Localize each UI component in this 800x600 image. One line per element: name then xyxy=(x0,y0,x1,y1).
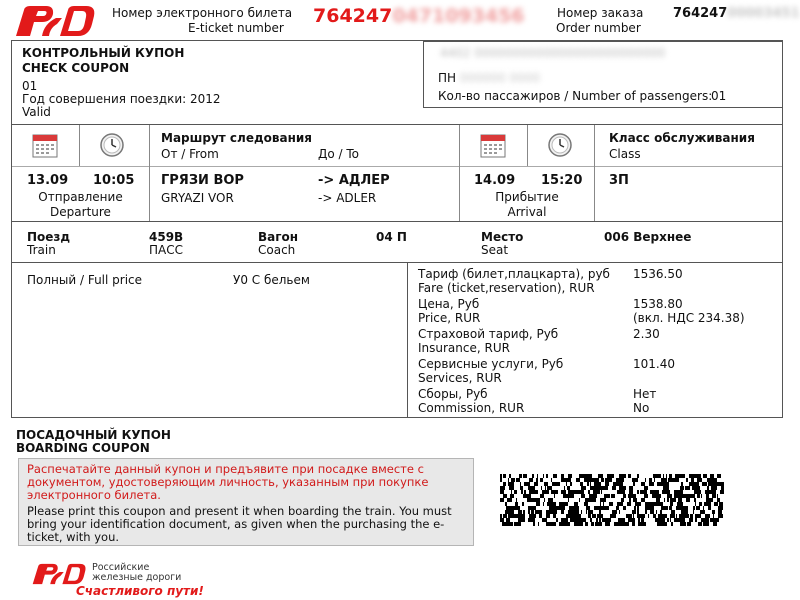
price-type: Полный / Full price xyxy=(27,273,143,287)
arrival-time: 15:20 xyxy=(541,173,583,188)
fare-row xyxy=(418,267,778,297)
fare-row-label-ru: Страховой тариф, Руб xyxy=(418,327,559,341)
order-number: 76424700003451 xyxy=(673,6,800,21)
boarding-notice-ru: Распечатайте данный купон и предъявите при посадке вместе с документом, удостоверяющим личность, указанным при покупке электронного билета. xyxy=(27,462,429,502)
departure-time: 10:05 xyxy=(93,173,135,188)
coach-number: 04 П xyxy=(376,230,407,244)
rzd-logo-footer xyxy=(30,562,88,586)
fare-row xyxy=(418,387,778,417)
fare-row-label-ru: Тариф (билет,плацкарта), руб xyxy=(418,267,610,281)
divider xyxy=(149,125,150,221)
fare-row-value: 101.40 xyxy=(633,357,675,371)
fare-row-value: Нет xyxy=(633,387,657,401)
arrival-label-ru: Прибытие xyxy=(495,190,559,204)
route-bottom-divider xyxy=(12,221,782,222)
fare-row-label-en: Fare (ticket,reservation), RUR xyxy=(418,281,595,295)
passenger-document: ПН 000000 0000 xyxy=(438,71,541,85)
train-label-ru: Поезд xyxy=(27,230,71,244)
fare-divider xyxy=(407,262,408,418)
boarding-title-ru: ПОСАДОЧНЫЙ КУПОН xyxy=(16,428,171,442)
seat-label-ru: Место xyxy=(481,230,524,244)
clock-icon xyxy=(547,132,573,158)
fare-row-value: 1536.50 xyxy=(633,267,683,281)
eticket-label-ru: Номер электронного билета xyxy=(112,6,293,20)
coupon-number: 01 xyxy=(22,79,38,93)
from-label: От / From xyxy=(161,147,219,161)
train-label-en: Train xyxy=(27,243,56,257)
passengers-count-label: Кол-во пассажиров / Number of passengers: xyxy=(438,89,713,103)
seat-number: 006 Верхнее xyxy=(604,230,692,244)
barcode xyxy=(500,474,722,526)
passenger-name-redacted: 4402 0000000000000000000000000 xyxy=(440,46,666,60)
check-coupon-title-en: CHECK COUPON xyxy=(22,61,130,75)
trip-year: Год совершения поездки: 2012 xyxy=(22,92,221,106)
from-station-en: GRYAZI VOR xyxy=(161,191,234,205)
fare-row-label-ru: Сборы, Руб xyxy=(418,387,488,401)
fare-row-label-en: Insurance, RUR xyxy=(418,341,510,355)
fare-row-note: No xyxy=(633,401,650,415)
fare-row xyxy=(418,327,778,357)
route-mid-divider xyxy=(12,166,782,167)
arrival-date: 14.09 xyxy=(474,173,516,188)
fare-row-label-en: Services, RUR xyxy=(418,371,502,385)
order-number-redacted: 00003451 xyxy=(727,6,800,21)
order-label-en: Order number xyxy=(556,21,641,35)
fare-top-divider xyxy=(12,262,782,263)
boarding-title-en: BOARDING COUPON xyxy=(16,441,150,455)
fare-row-label-en: Commission, RUR xyxy=(418,401,525,415)
arrival-label-en: Arrival xyxy=(507,205,547,219)
footer-company-line1: Российские xyxy=(92,562,150,573)
eticket-number-redacted: 0471093456 xyxy=(392,5,525,27)
calendar-icon xyxy=(32,132,58,158)
divider xyxy=(594,125,595,221)
fare-row-value: 1538.80 xyxy=(633,297,683,311)
fare-row-label-ru: Цена, Руб xyxy=(418,297,480,311)
class-header-en: Class xyxy=(609,147,641,161)
boarding-notice-en: Please print this coupon and present it when boarding the train. You must bring your identification document, as given when the purchasing the e-ticket, with you. xyxy=(27,504,452,544)
fare-row-note: (вкл. НДС 234.38) xyxy=(633,311,745,325)
fare-row xyxy=(418,357,778,387)
route-top-divider xyxy=(12,124,782,125)
departure-label-en: Departure xyxy=(50,205,111,219)
passengers-count-value: 01 xyxy=(711,89,727,103)
order-label-ru: Номер заказа xyxy=(557,6,644,20)
coach-label-en: Coach xyxy=(258,243,296,257)
departure-date: 13.09 xyxy=(27,173,69,188)
eticket-number: 7642470471093456 xyxy=(313,5,525,27)
eticket-label-en: E-ticket number xyxy=(188,21,284,35)
coach-label-ru: Вагон xyxy=(258,230,299,244)
to-station-en: -> ADLER xyxy=(318,191,377,205)
footer-company-line2: железные дороги xyxy=(92,572,182,583)
check-coupon-title-ru: КОНТРОЛЬНЫЙ КУПОН xyxy=(22,46,185,60)
fare-row xyxy=(418,297,778,327)
fare-row-label-en: Price, RUR xyxy=(418,311,481,325)
footer-slogan: Счастливого пути! xyxy=(76,584,204,598)
fare-table xyxy=(418,267,778,417)
fare-row-label-ru: Сервисные услуги, Руб xyxy=(418,357,564,371)
boarding-notice xyxy=(18,458,474,546)
train-number: 459В xyxy=(149,230,184,244)
rzd-logo xyxy=(12,4,98,38)
seat-label-en: Seat xyxy=(481,243,509,257)
departure-label-ru: Отправление xyxy=(38,190,123,204)
train-type: ПАСС xyxy=(149,243,183,257)
document-number-redacted: 000000 0000 xyxy=(459,71,541,85)
divider xyxy=(79,125,80,166)
clock-icon xyxy=(99,132,125,158)
to-label: До / To xyxy=(318,147,360,161)
fare-row-value: 2.30 xyxy=(633,327,660,341)
calendar-icon xyxy=(480,132,506,158)
service-class-code: У0 С бельем xyxy=(233,273,310,287)
route-header: Маршрут следования xyxy=(161,131,312,145)
to-station-ru: -> АДЛЕР xyxy=(318,173,390,188)
ticket-status: Valid xyxy=(22,105,51,119)
class-header: Класс обслуживания xyxy=(609,131,755,145)
service-class: 3П xyxy=(609,173,629,188)
divider xyxy=(527,125,528,166)
from-station-ru: ГРЯЗИ ВОР xyxy=(161,173,244,188)
